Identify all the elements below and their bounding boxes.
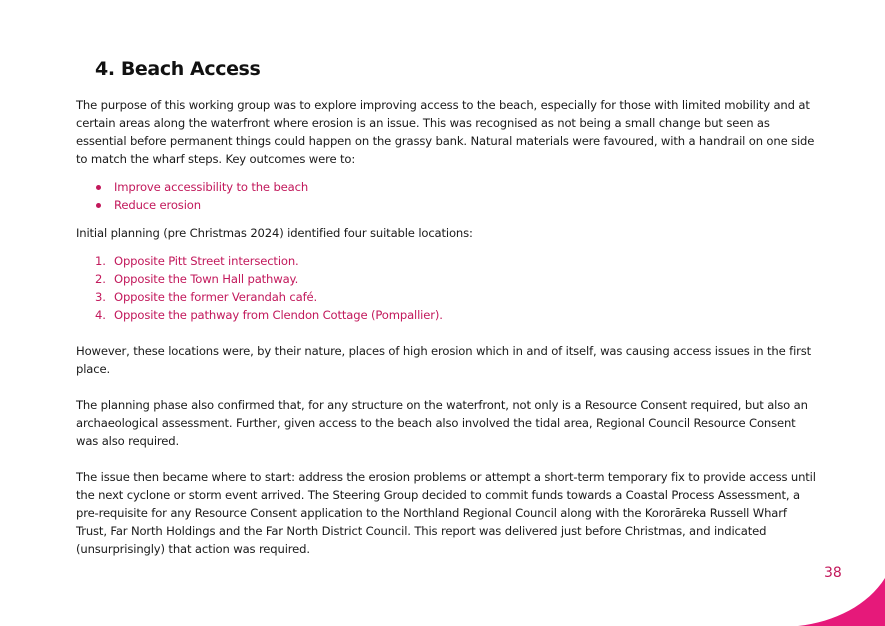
location-text: Opposite the Town Hall pathway. — [114, 272, 299, 286]
planning-intro-paragraph: Initial planning (pre Christmas 2024) identified four suitable locations: — [76, 226, 473, 240]
outcome-text: Reduce erosion — [114, 198, 201, 212]
intro-paragraph: The purpose of this working group was to explore improving access to the beach, especially for those with limited mobility and at certain areas along the waterfront where erosion is an issue. This was recognised as not being a small change but seen as essential before permanent things could happen on the grassy bank. Natural materials were favoured, with a handrail on one side to match the wharf steps. Key outcomes were to: — [76, 98, 815, 166]
location-text: Opposite Pitt Street intersection. — [114, 254, 299, 268]
location-text: Opposite the pathway from Clendon Cottage (Pompallier). — [114, 308, 443, 322]
outcome-text: Improve accessibility to the beach — [114, 180, 309, 194]
erosion-paragraph: However, these locations were, by their nature, places of high erosion which in and of itself, was causing access issues in the first place. — [76, 344, 812, 376]
consent-paragraph: The planning phase also confirmed that, for any structure on the waterfront, not only is a Resource Consent required, but also an archaeological assessment. Further, given access to the beach also involved the tidal area, Regional Council Resource Consent was also required. — [76, 398, 808, 448]
location-text: Opposite the former Verandah café. — [114, 290, 318, 304]
corner-shape — [798, 578, 885, 626]
list-number: 4. — [95, 308, 106, 322]
page-number: 38 — [824, 565, 842, 581]
list-number: 1. — [95, 254, 106, 268]
list-number: 3. — [95, 290, 106, 304]
section-heading: 4. Beach Access — [95, 58, 261, 80]
issue-paragraph: The issue then became where to start: address the erosion problems or attempt a short-term temporary fix to provide access until the next cyclone or storm event arrived. The Steering Group decided to commit funds towards a Coastal Process Assessment, a pre-requisite for any Resource Consent application to the Northland Regional Council along with the Kororāreka Russell Wharf Trust, Far North Holdings and the Far North District Council. This report was delivered just before Christmas, and indicated (unsurprisingly) that action was required. — [76, 470, 816, 556]
list-number: 2. — [95, 272, 106, 286]
